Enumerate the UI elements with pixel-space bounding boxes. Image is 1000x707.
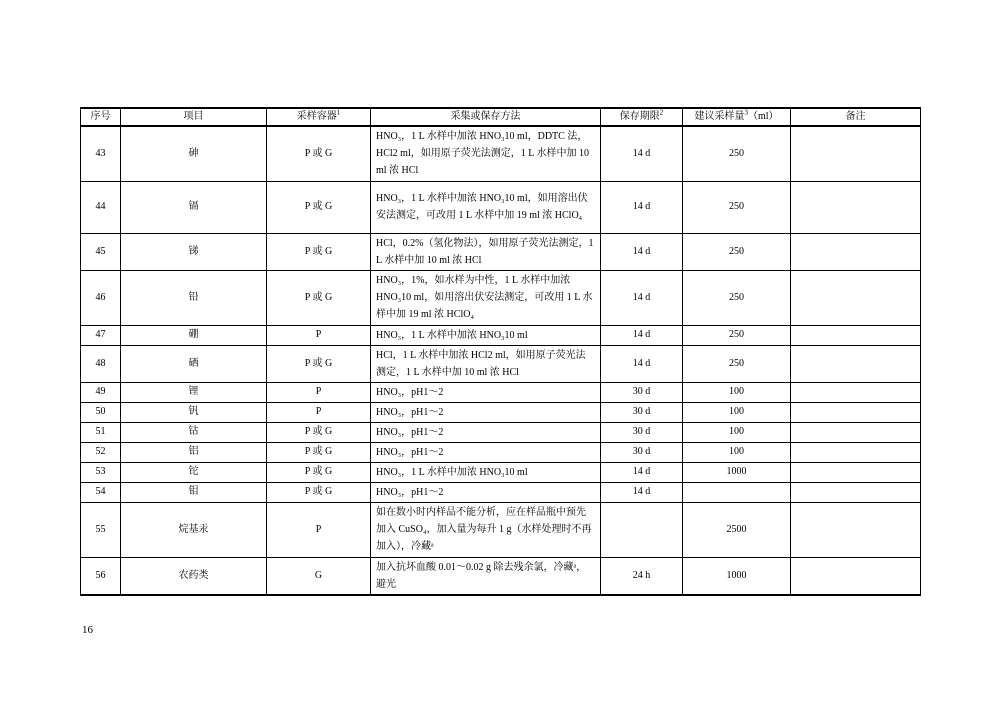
method-text: 如在数小时内样品不能分析，应在样品瓶中预先加入 CuSO₄，加入量为每升 1 g（水样处理时不再加入），冷藏ᵃ [376,507,592,552]
cell-container: P 或 G [267,482,371,502]
table-row [81,233,921,270]
cell-remark [791,233,921,270]
method-text: HNO₃，pH1～2 [376,426,444,438]
cell-container: P 或 G [267,422,371,442]
method-text: HCl，0.2%（氢化物法），如用原子荧光法测定，1 L 水样中加 10 ml 浓 HCl [376,237,594,266]
cell-no: 51 [81,422,121,442]
cell-item: 铝 [121,442,267,462]
cell-item: 钴 [121,422,267,442]
cell-item: 镉 [121,181,267,233]
table-row [81,422,921,442]
cell-method [371,382,601,402]
cell-period [601,502,683,557]
method-text: HNO₃，pH1～2 [376,386,444,398]
cell-container: P 或 G [267,233,371,270]
cell-item: 锂 [121,382,267,402]
cell-no: 47 [81,325,121,345]
header-volume: 建议采样量$^3$（ml） [683,108,791,126]
cell-volume: 100 [683,382,791,402]
method-text: HNO₃，1%，如水样为中性，1 L 水样中加浓 HNO₃10 ml，如用溶出伏安法测定，可改用 1 L 水样中加 19 ml 浓 HClO₄ [376,275,593,320]
table-row [81,325,921,345]
cell-method [371,557,601,595]
cell-remark [791,181,921,233]
cell-item: 农药类 [121,557,267,595]
cell-volume: 2500 [683,502,791,557]
header-method: 采集或保存方法 [371,108,601,126]
cell-remark [791,482,921,502]
method-text: HCl，1 L 水样中加浓 HCl2 ml，如用原子荧光法测定，1 L 水样中加 10 ml 浓 HCl [376,349,586,378]
cell-volume: 1000 [683,557,791,595]
method-text: 加入抗坏血酸 0.01～0.02 g 除去残余氯，冷藏ᵃ，避光 [376,561,587,590]
cell-remark [791,442,921,462]
cell-method [371,502,601,557]
cell-volume: 100 [683,402,791,422]
cell-remark [791,270,921,325]
cell-period: 24 h [601,557,683,595]
cell-period: 14 d [601,126,683,181]
cell-no: 53 [81,462,121,482]
table-row [81,270,921,325]
cell-method [371,482,601,502]
cell-container: P 或 G [267,181,371,233]
cell-item: 砷 [121,126,267,181]
cell-container: P 或 G [267,345,371,382]
cell-no: 50 [81,402,121,422]
cell-container: P [267,502,371,557]
table-body [81,126,921,595]
cell-no: 54 [81,482,121,502]
cell-remark [791,382,921,402]
cell-item: 硼 [121,325,267,345]
cell-period: 30 d [601,442,683,462]
cell-item: 钒 [121,402,267,422]
table-row [81,502,921,557]
cell-volume: 250 [683,181,791,233]
method-text: HNO₃，1 L 水样中加浓 HNO₃10 ml [376,329,528,341]
page-number: 16 [82,624,93,636]
cell-item: 烷基汞 [121,502,267,557]
header-period: 保存期限$^2$ [601,108,683,126]
cell-volume: 250 [683,325,791,345]
cell-method [371,422,601,442]
cell-item: 锑 [121,233,267,270]
cell-item: 铊 [121,462,267,482]
header-item: 项目 [121,108,267,126]
cell-container: P 或 G [267,462,371,482]
cell-period: 14 d [601,345,683,382]
method-text: HNO₃，1 L 水样中加浓 HNO₃10 ml，如用溶出伏安法测定，可改用 1 L 水样中加 19 ml 浓 HClO₄ [376,193,588,221]
header-remark: 备注 [791,108,921,126]
cell-remark [791,502,921,557]
cell-volume: 250 [683,233,791,270]
table-row [81,442,921,462]
method-text: HNO₃，pH1～2 [376,486,444,498]
cell-period: 14 d [601,482,683,502]
cell-method [371,345,601,382]
cell-period: 14 d [601,181,683,233]
cell-period: 14 d [601,233,683,270]
table-row [81,126,921,181]
cell-method [371,462,601,482]
cell-volume: 250 [683,270,791,325]
table-row [81,462,921,482]
cell-remark [791,126,921,181]
cell-no: 43 [81,126,121,181]
header-row [81,108,921,126]
cell-method [371,270,601,325]
table-row [81,181,921,233]
sampling-table [80,107,921,596]
header-container: 采样容器$^1$ [267,108,371,126]
table-row [81,345,921,382]
cell-container: P 或 G [267,442,371,462]
cell-no: 52 [81,442,121,462]
cell-method [371,325,601,345]
cell-volume: 100 [683,442,791,462]
cell-item: 硒 [121,345,267,382]
table-row [81,382,921,402]
cell-remark [791,345,921,382]
cell-remark [791,557,921,595]
cell-item: 铅 [121,270,267,325]
cell-volume: 250 [683,345,791,382]
table-row [81,557,921,595]
cell-item: 钼 [121,482,267,502]
cell-period: 14 d [601,270,683,325]
cell-method [371,126,601,181]
cell-remark [791,422,921,442]
cell-period: 14 d [601,462,683,482]
cell-container: P [267,325,371,345]
method-text: HNO₃，pH1～2 [376,446,444,458]
cell-period: 14 d [601,325,683,345]
cell-method [371,442,601,462]
cell-no: 44 [81,181,121,233]
cell-no: 49 [81,382,121,402]
cell-container: P [267,402,371,422]
cell-period: 30 d [601,382,683,402]
method-text: HNO₃，1 L 水样中加浓 HNO₃10 ml [376,466,528,478]
cell-period: 30 d [601,422,683,442]
cell-no: 48 [81,345,121,382]
cell-period: 30 d [601,402,683,422]
cell-no: 46 [81,270,121,325]
cell-no: 45 [81,233,121,270]
method-text: HNO₃，pH1～2 [376,406,444,418]
cell-method [371,181,601,233]
table-row [81,402,921,422]
cell-volume: 100 [683,422,791,442]
header-no: 序号 [81,108,121,126]
cell-no: 56 [81,557,121,595]
cell-method [371,233,601,270]
cell-volume [683,482,791,502]
cell-volume: 1000 [683,462,791,482]
method-text: HNO₃，1 L 水样中加浓 HNO₃10 ml，DDTC 法，HCl2 ml，如用原子荧光法测定，1 L 水样中加 10 ml 浓 HCl [376,131,589,177]
cell-remark [791,325,921,345]
cell-remark [791,462,921,482]
cell-method [371,402,601,422]
cell-volume: 250 [683,126,791,181]
cell-container: P [267,382,371,402]
cell-container: P 或 G [267,270,371,325]
cell-container: G [267,557,371,595]
cell-container: P 或 G [267,126,371,181]
table-row [81,482,921,502]
cell-remark [791,402,921,422]
cell-no: 55 [81,502,121,557]
